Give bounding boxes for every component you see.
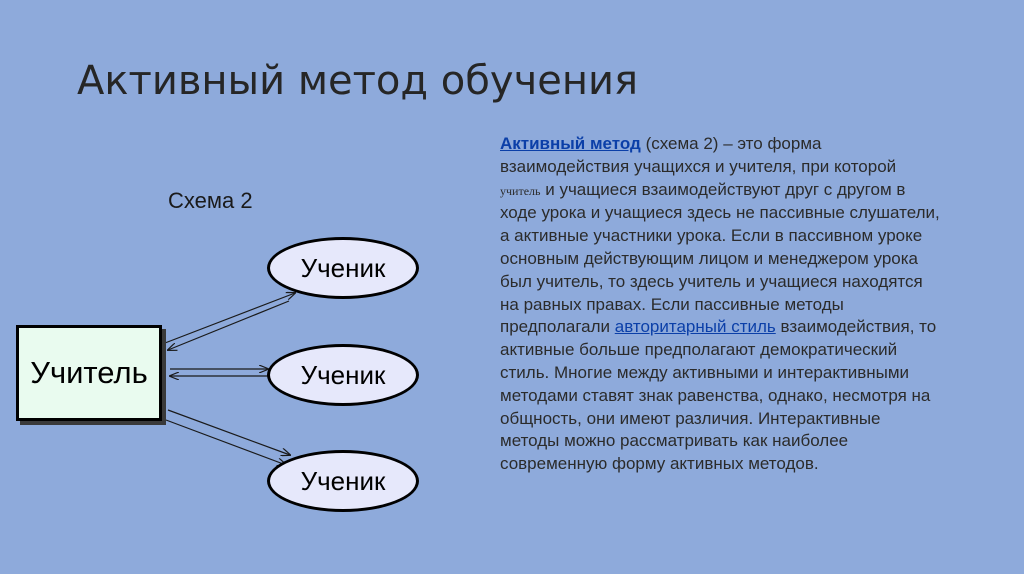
slide-title: Активный метод обучения [77, 58, 639, 104]
authoritarian-style-link[interactable]: авторитарный стиль [614, 317, 776, 337]
description-small-word: учитель [500, 183, 541, 198]
pupil-node-3: Ученик [267, 450, 419, 512]
arrow-teacher-to-pupil-3a [168, 410, 290, 455]
arrow-teacher-to-pupil-3b [166, 420, 286, 465]
scheme-label: Схема 2 [168, 188, 253, 213]
pupil-node-1: Ученик [267, 237, 419, 299]
arrow-teacher-to-pupil-1 [165, 293, 295, 343]
description-part-3: взаимодействия, то активные больше предполагают демократический стиль. Многие между активными и интерактивными методами ставят знак равенства, однако, несмотря на общность, они имеют различия. Интерактивные методы можно рассматривать как наиболее современную форму активных методов. [500, 317, 937, 474]
pupil-node-2: Ученик [267, 344, 419, 406]
description-text [500, 133, 940, 476]
teacher-node: Учитель [16, 325, 162, 421]
arrow-pupil-1-to-teacher [168, 301, 289, 350]
description-part-1: (схема 2) – это форма взаимодействия учащихся и учителя, при которой [500, 134, 897, 176]
active-method-link[interactable]: Активный метод [500, 134, 641, 153]
description-part-2: и учащиеся взаимодействуют друг с другом в ходе урока и учащиеся здесь не пассивные слушатели, а активные участники урока. Если в пассивном уроке основным действующим лицом и менеджером урока был учитель, то здесь учитель и учащиеся находятся на равных правах. Если пассивные методы предполагали [500, 179, 940, 337]
